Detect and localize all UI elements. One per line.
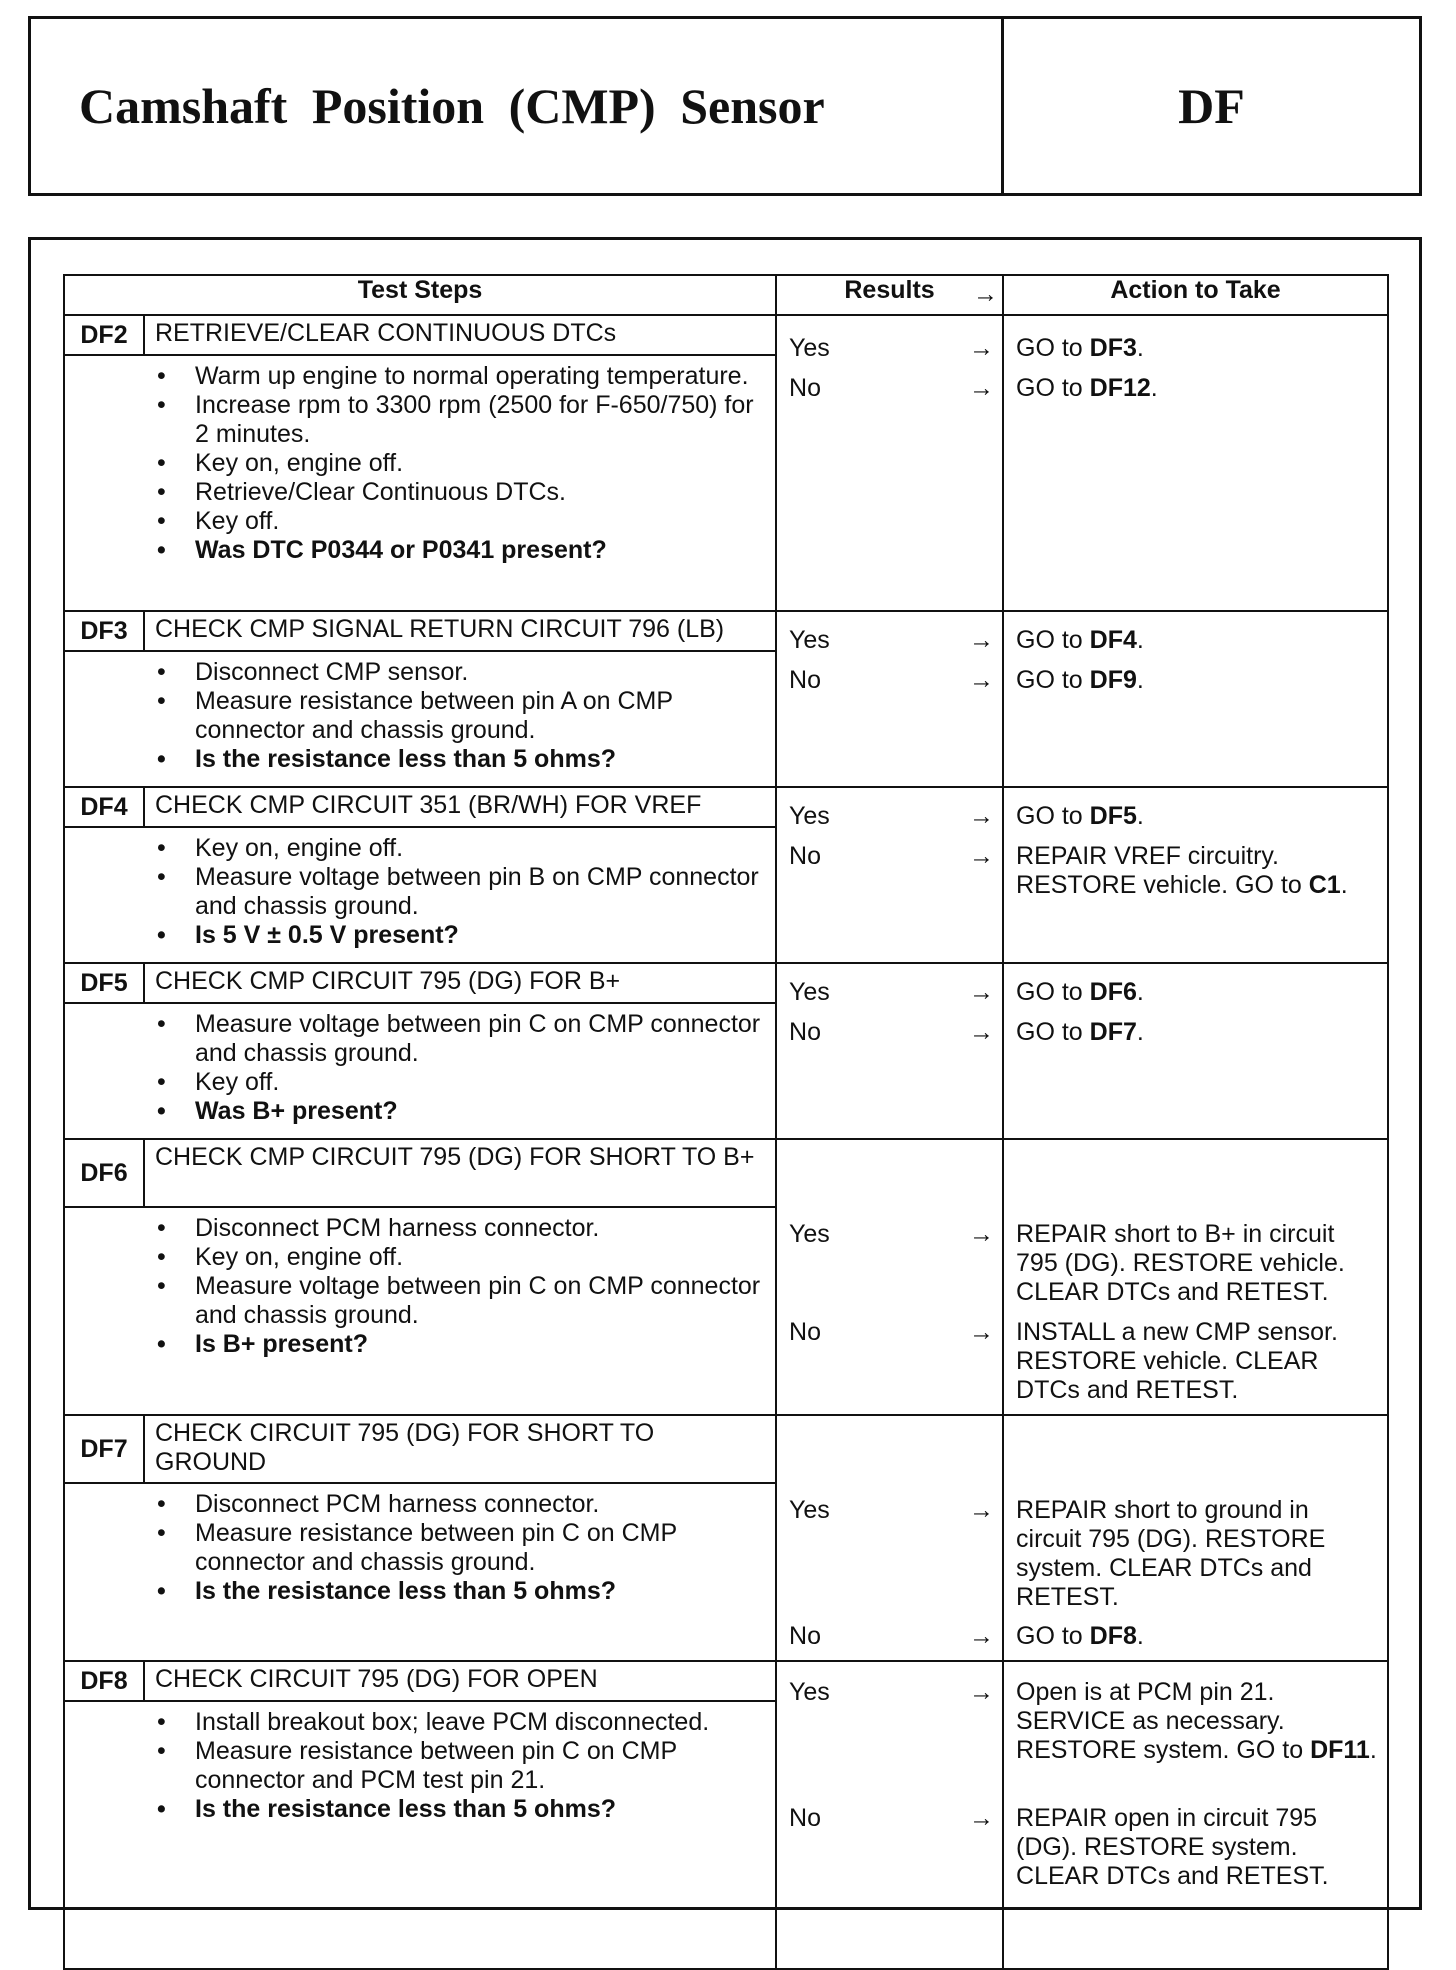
action-text: GO to [1016,626,1090,654]
action-text: Open is at PCM pin 21. SERVICE as necessary. RESTORE system. GO to [1016,1678,1311,1764]
step-bullet-list [65,658,765,774]
action-yes [1016,1496,1377,1612]
action-suffix: . [1136,666,1144,694]
action-text: REPAIR short to B+ in circuit 795 (DG). RESTORE vehicle. CLEAR DTCs and RETEST. [1016,1220,1345,1306]
step-title-row [64,315,1388,355]
action-no [1016,666,1377,695]
result-arrow: → [969,1018,995,1046]
action-yes [1016,334,1377,363]
action-target-step[interactable]: DF7 [1089,1018,1137,1046]
step-bullet: • Measure voltage between pin C on CMP connector and chassis ground. [65,1272,765,1330]
step-title-row [64,1415,1388,1483]
step-procedure [64,651,776,787]
result-label: Yes [789,1678,830,1706]
step-question: • Was DTC P0344 or P0341 present? [65,536,765,565]
test-steps-frame [28,237,1422,1910]
action-target-step[interactable]: C1 [1308,871,1341,899]
step-bullet: • Disconnect PCM harness connector. [65,1214,765,1243]
step-title: RETRIEVE/CLEAR CONTINUOUS DTCs [144,315,776,355]
result-yes [789,1220,998,1249]
step-title: CHECK CMP CIRCUIT 351 (BR/WH) FOR VREF [144,787,776,827]
action-suffix: . [1136,626,1144,654]
step-title: CHECK CMP SIGNAL RETURN CIRCUIT 796 (LB) [144,611,776,651]
step-actions [1003,315,1388,611]
step-actions [1003,611,1388,787]
result-yes [789,1496,998,1525]
step-question: • Is the resistance less than 5 ohms? [65,1795,765,1824]
step-id: DF5 [64,963,144,1003]
result-arrow: → [969,1804,995,1832]
step-bullet-list [65,1010,765,1126]
step-title-row [64,611,1388,651]
action-target-step[interactable]: DF12 [1089,374,1151,402]
step-question: • Is the resistance less than 5 ohms? [65,1577,765,1606]
result-yes [789,626,998,655]
action-yes [1016,978,1377,1007]
result-arrow: → [969,334,995,362]
header-results-label: Results [844,276,935,304]
action-text: REPAIR open in circuit 795 (DG). RESTORE system. CLEAR DTCs and RETEST. [1016,1804,1329,1890]
action-suffix: . [1150,374,1158,402]
step-bullet: • Measure voltage between pin C on CMP connector and chassis ground. [65,1010,765,1068]
step-bullet-list [65,1214,765,1359]
step-procedure [64,1483,776,1661]
result-label: Yes [789,334,830,362]
step-actions [1003,1415,1388,1661]
step-question: • Is the resistance less than 5 ohms? [65,745,765,774]
action-no [1016,1318,1377,1405]
step-id: DF6 [64,1139,144,1207]
step-procedure [64,1003,776,1139]
result-yes [789,978,998,1007]
step-bullet: • Disconnect CMP sensor. [65,658,765,687]
action-text: GO to [1016,802,1090,830]
step-title-row [64,963,1388,1003]
action-target-step[interactable]: DF11 [1310,1736,1370,1764]
action-suffix: . [1136,802,1144,830]
result-no [789,842,998,871]
result-yes [789,802,998,831]
test-steps-table [63,274,1389,1970]
step-bullet: • Install breakout box; leave PCM disconnected. [65,1708,765,1737]
action-suffix: . [1340,871,1348,899]
action-suffix: . [1136,1622,1144,1650]
result-label: Yes [789,978,830,1006]
result-yes [789,1678,998,1707]
step-procedure [64,1207,776,1415]
step-bullet: • Measure resistance between pin A on CMP connector and chassis ground. [65,687,765,745]
step-results [776,1139,1003,1415]
step-actions [1003,1139,1388,1415]
step-title: CHECK CIRCUIT 795 (DG) FOR OPEN [144,1661,776,1701]
step-title-row [64,1139,1388,1207]
step-question: • Is B+ present? [65,1330,765,1359]
action-no [1016,1804,1377,1891]
result-arrow: → [969,978,995,1006]
action-yes [1016,1220,1377,1307]
table-header-row [64,275,1388,315]
action-no [1016,374,1377,403]
step-results [776,1415,1003,1661]
step-bullet-list [65,1708,765,1824]
action-text: GO to [1016,666,1090,694]
action-target-step[interactable]: DF9 [1089,666,1137,694]
step-bullet: • Key off. [65,1068,765,1097]
step-id: DF2 [64,315,144,355]
action-target-step[interactable]: DF5 [1089,802,1137,830]
page-title: Camshaft Position (CMP) Sensor [31,19,1004,193]
action-no [1016,842,1377,900]
step-bullet-list [65,362,765,565]
step-bullet: • Warm up engine to normal operating temperature. [65,362,765,391]
result-label: No [789,374,821,402]
result-label: Yes [789,802,830,830]
step-id: DF3 [64,611,144,651]
action-suffix: . [1369,1736,1377,1764]
step-title-row [64,1661,1388,1701]
result-no [789,374,998,403]
result-label: No [789,842,821,870]
result-label: No [789,1018,821,1046]
result-arrow: → [969,626,995,654]
action-text: GO to [1016,1622,1090,1650]
action-no [1016,1622,1377,1651]
step-id: DF4 [64,787,144,827]
result-label: No [789,1804,821,1832]
step-results [776,315,1003,611]
section-code: DF [1178,78,1245,134]
page-header [28,16,1422,196]
action-yes [1016,802,1377,831]
action-text: INSTALL a new CMP sensor. RESTORE vehicle. CLEAR DTCs and RETEST. [1016,1318,1338,1404]
action-target-step[interactable]: DF3 [1089,334,1137,362]
result-label: No [789,666,821,694]
action-yes [1016,626,1377,655]
action-suffix: . [1136,334,1144,362]
header-results [776,275,1003,315]
result-label: No [789,1318,821,1346]
step-bullet: • Measure voltage between pin B on CMP connector and chassis ground. [65,863,765,921]
action-target-step[interactable]: DF8 [1089,1622,1137,1650]
step-procedure [64,827,776,963]
action-suffix: . [1136,1018,1144,1046]
step-title: CHECK CIRCUIT 795 (DG) FOR SHORT TO GROUND [144,1415,776,1483]
result-no [789,1622,998,1651]
step-bullet-list [65,834,765,950]
result-arrow: → [969,842,995,870]
result-label: No [789,1622,821,1650]
result-label: Yes [789,1496,830,1524]
action-text: REPAIR short to ground in circuit 795 (DG). RESTORE system. CLEAR DTCs and RETEST. [1016,1496,1326,1611]
step-bullet: • Measure resistance between pin C on CMP connector and PCM test pin 21. [65,1737,765,1795]
result-label: Yes [789,626,830,654]
step-actions [1003,1661,1388,1969]
step-id: DF7 [64,1415,144,1483]
step-results [776,787,1003,963]
action-text: GO to [1016,374,1090,402]
step-procedure [64,1701,776,1969]
step-actions [1003,963,1388,1139]
result-arrow: → [969,1496,995,1524]
result-arrow: → [969,1318,995,1346]
step-bullet: • Key on, engine off. [65,1243,765,1272]
result-arrow: → [969,802,995,830]
step-bullet: • Retrieve/Clear Continuous DTCs. [65,478,765,507]
action-suffix: . [1136,978,1144,1006]
result-arrow: → [969,374,995,402]
step-id: DF8 [64,1661,144,1701]
header-arrow: → [973,280,999,308]
step-results [776,611,1003,787]
result-no [789,1018,998,1047]
action-target-step[interactable]: DF4 [1089,626,1137,654]
step-bullet: • Key on, engine off. [65,834,765,863]
result-arrow: → [969,1220,995,1248]
step-procedure [64,355,776,611]
action-text: GO to [1016,334,1090,362]
step-title-row [64,787,1388,827]
step-results [776,1661,1003,1969]
result-yes [789,334,998,363]
header-action: Action to Take [1003,275,1388,315]
step-bullet: • Key on, engine off. [65,449,765,478]
result-label: Yes [789,1220,830,1248]
step-results [776,963,1003,1139]
step-question: • Was B+ present? [65,1097,765,1126]
action-text: GO to [1016,978,1090,1006]
step-bullet: • Key off. [65,507,765,536]
step-bullet: • Measure resistance between pin C on CMP connector and chassis ground. [65,1519,765,1577]
action-text: REPAIR VREF circuitry. RESTORE vehicle. GO to [1016,842,1309,899]
result-arrow: → [969,1678,995,1706]
result-arrow: → [969,666,995,694]
step-bullet: • Disconnect PCM harness connector. [65,1490,765,1519]
action-target-step[interactable]: DF6 [1089,978,1137,1006]
action-text: GO to [1016,1018,1090,1046]
step-actions [1003,787,1388,963]
header-test-steps: Test Steps [64,275,776,315]
action-no [1016,1018,1377,1047]
step-title: CHECK CMP CIRCUIT 795 (DG) FOR SHORT TO B+ [144,1139,776,1207]
result-arrow: → [969,1622,995,1650]
action-yes [1016,1678,1377,1765]
step-bullet-list [65,1490,765,1606]
step-bullet: • Increase rpm to 3300 rpm (2500 for F-650/750) for 2 minutes. [65,391,765,449]
step-question: • Is 5 V ± 0.5 V present? [65,921,765,950]
step-title: CHECK CMP CIRCUIT 795 (DG) FOR B+ [144,963,776,1003]
result-no [789,1804,998,1833]
result-no [789,1318,998,1347]
result-no [789,666,998,695]
